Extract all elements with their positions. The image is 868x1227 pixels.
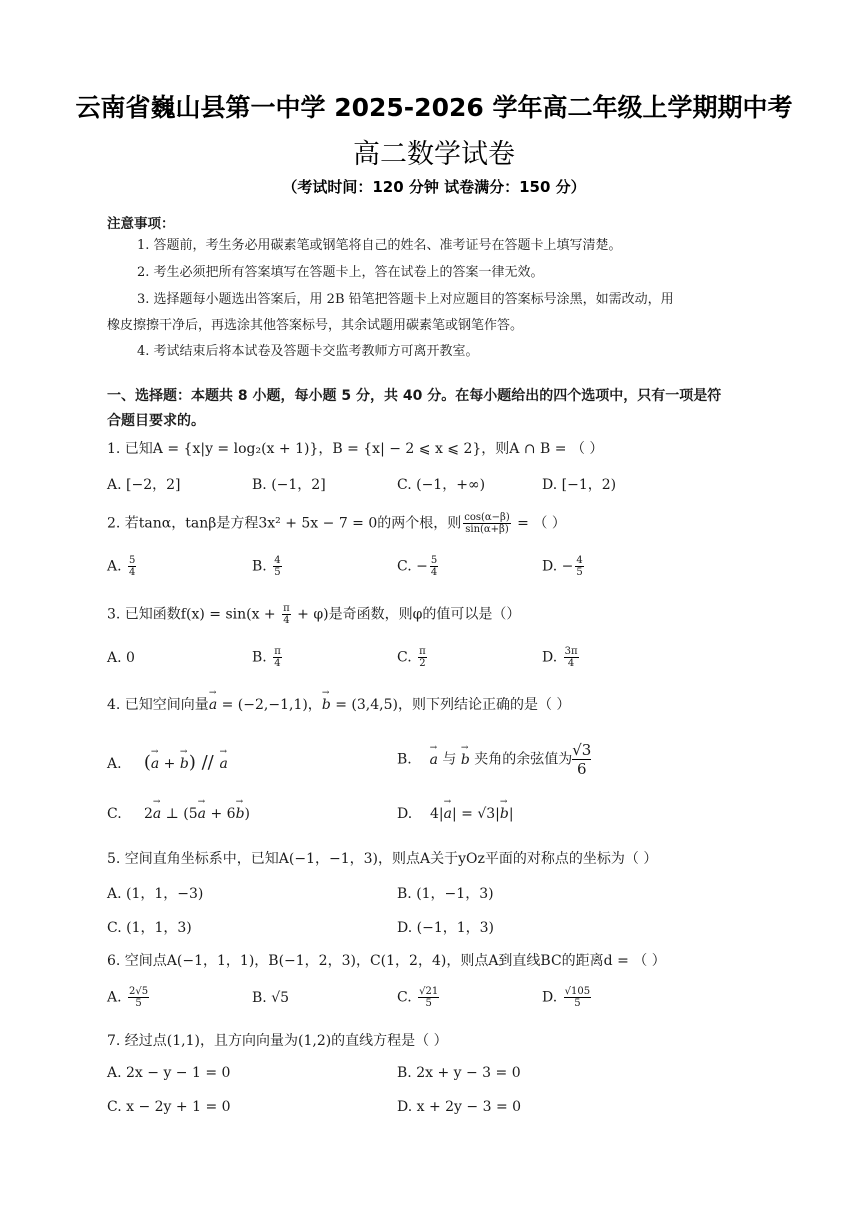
note-item: 2. 考生必须把所有答案填写在答题卡上，答在试卷上的答案一律无效。 [137,265,544,280]
note-item: 4. 考试结束后将本试卷及答题卡交监考教师方可离开教室。 [137,344,479,359]
notes-heading: 注意事项： [107,216,175,232]
note-item: 橡皮擦擦干净后，再选涂其他答案标号，其余试题用碳素笔或钢笔作答。 [107,318,524,333]
q2-option-b: B. $\frac{4}{5}$ [252,555,281,578]
q3-option-d: D. $\frac{3\pi}{4}$ [542,646,578,669]
note-item: 1. 答题前，考生务必用碳素笔或钢笔将自己的姓名、准考证号在答题卡上填写清楚。 [137,238,622,253]
question-3-stem: 3. 已知函数f(x) = sin(x + $\frac{\pi}{4}$ + φ)是奇函数，则φ的值可以是（） [107,603,521,626]
question-7-stem: 7. 经过点(1,1)，且方向向量为(1,2)的直线方程是（ ） [107,1033,448,1049]
q4-option-b: B. → a 与 → b 夹角的余弦值为 $\frac{√3}{6}$ [397,741,591,778]
q7-option-d: D. x + 2y − 3 = 0 [397,1099,522,1115]
q2-option-d: D. − $\frac{4}{5}$ [542,555,583,578]
q2-option-c: C. − $\frac{5}{4}$ [397,555,438,578]
note-item: 3. 选择题每小题选出答案后，用 2B 铅笔把答题卡上对应题目的答案标号涂黑，如需改动，用 [137,292,674,307]
q2-option-a: A. $\frac{5}{4}$ [107,555,136,578]
q4-option-d: D. 4|→ a| = √3|→ b| [397,806,514,822]
section-heading: 一、选择题：本题共 8 小题，每小题 5 分，共 40 分。在每小题给出的四个选项中，只有一项是符 合题目要求的。 [107,388,722,429]
q1-option-c: C. (−1，+∞) [397,477,486,493]
exam-title: 云南省巍山县第一中学 2025-2026 学年高二年级上学期期中考 [75,93,793,122]
q6-option-a: A. $\frac{2√5}{5}$ [107,986,149,1009]
q7-option-a: A. 2x − y − 1 = 0 [107,1065,231,1081]
q7-option-b: B. 2x + y − 3 = 0 [397,1065,521,1081]
q1-option-b: B. (−1，2] [252,477,326,493]
q6-option-d: D. $\frac{√105}{5}$ [542,986,591,1009]
question-2-stem: 2. 若tanα，tanβ是方程3x² + 5x − 7 = 0的两个根，则 $\frac{\cos(\alpha-\beta)}{\sin(\alpha+\beta)}$ = （ ） [107,512,566,535]
q4-option-c: C. 2→ a ⊥ (5→ a + 6→ b) [107,806,250,822]
q5-option-b: B. (1，−1，3) [397,886,494,902]
q5-option-a: A. (1，1，−3) [107,886,204,902]
q1-option-d: D. [−1，2) [542,477,617,493]
q5-option-c: C. (1，1，3) [107,920,192,936]
question-6-stem: 6. 空间点A(−1，1，1)，B(−1，2，3)，C(1，2，4)，则点A到直线BC的距离d = （ ） [107,953,666,969]
q6-option-c: C. $\frac{√21}{5}$ [397,986,439,1009]
q3-option-c: C. $\frac{\pi}{2}$ [397,646,426,669]
exam-info: （考试时间：120 分钟 试卷满分：150 分） [282,178,586,196]
exam-subtitle: 高二数学试卷 [353,139,515,170]
q5-option-d: D. (−1，1，3) [397,920,495,936]
q3-option-b: B. $\frac{\pi}{4}$ [252,646,281,669]
question-4-stem: 4. 已知空间向量→ a = (−2,−1,1)，→ b = (3,4,5)，则下列结论正确的是（ ） [107,694,570,714]
q7-option-c: C. x − 2y + 1 = 0 [107,1099,231,1115]
q6-option-b: B. √5 [252,990,290,1006]
question-1-stem: 1. 已知A = {x|y = log₂(x + 1)}，B = {x| − 2 ⩽ x ⩽ 2}，则A ∩ B = （ ） [107,441,604,457]
question-5-stem: 5. 空间直角坐标系中，已知A(−1，−1，3)，则点A关于yOz平面的对称点的坐标为（ ） [107,851,658,867]
q4-option-a: A. (→ a + → b) // → a [107,752,228,773]
q1-option-a: A. [−2，2] [107,477,181,493]
q3-option-a: A. 0 [107,650,135,666]
